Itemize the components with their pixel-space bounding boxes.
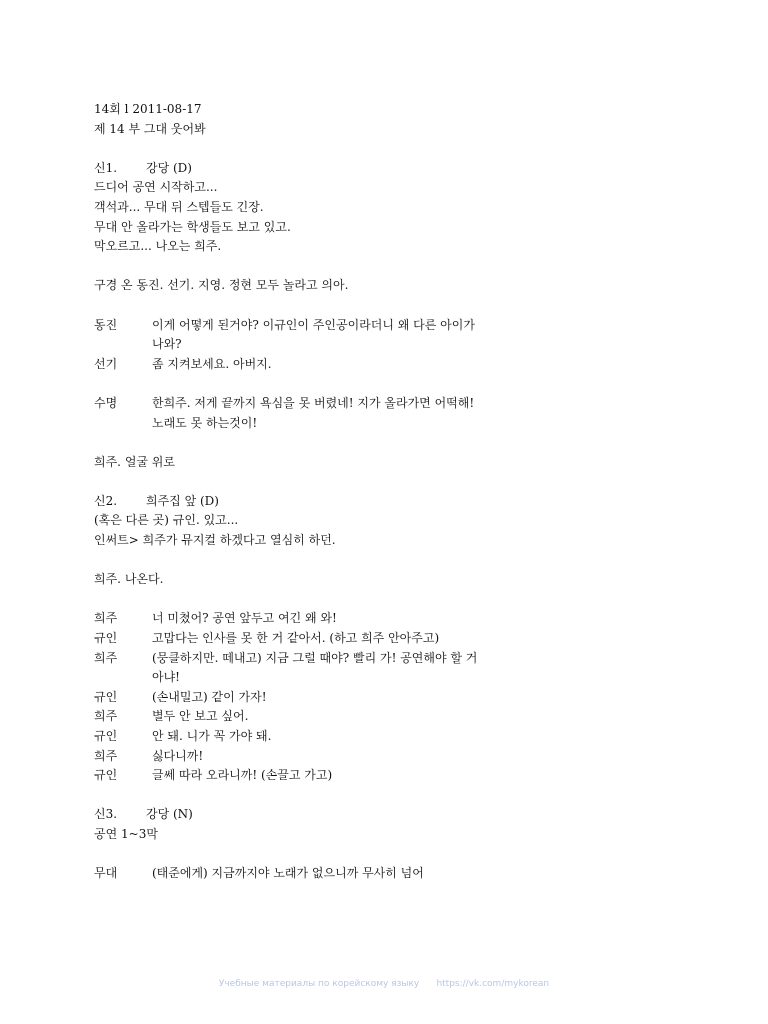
script-content bbox=[94, 100, 484, 884]
stage-direction: 구경 온 동진. 선기. 지영. 정현 모두 놀라고 의아. bbox=[94, 278, 349, 293]
speaker-name: 규인 bbox=[94, 768, 118, 783]
dialog-line bbox=[94, 316, 484, 355]
speaker-name: 규인 bbox=[94, 689, 118, 704]
dialog-line bbox=[94, 864, 484, 884]
dialog-line bbox=[94, 747, 484, 767]
dialog-text: 좀 지켜보세요. 아버지. bbox=[152, 356, 272, 371]
dialog-line bbox=[94, 629, 484, 649]
speaker-name: 선기 bbox=[94, 356, 118, 371]
footer-link[interactable]: https://vk.com/mykorean bbox=[436, 979, 550, 989]
speaker-name: 수명 bbox=[94, 395, 118, 410]
dialog-text: 안 돼. 니가 꼭 가야 돼. bbox=[152, 729, 272, 743]
scene-number: 신2. bbox=[94, 493, 118, 508]
speaker-name: 규인 bbox=[94, 631, 118, 646]
speaker-name: 희주 bbox=[94, 611, 118, 626]
dialog-line bbox=[94, 766, 484, 786]
dialog-line bbox=[94, 707, 484, 727]
watermark-footer bbox=[0, 979, 768, 989]
speaker-name: 무대 bbox=[94, 866, 118, 881]
dialog-line bbox=[94, 727, 484, 747]
scene-number: 신1. bbox=[94, 160, 118, 175]
scene-heading-3 bbox=[94, 805, 484, 825]
stage-direction: 드디어 공연 시작하고... bbox=[94, 180, 218, 195]
dialog-line bbox=[94, 355, 484, 375]
scene-place: 강당 (D) bbox=[146, 160, 192, 175]
speaker-name: 동진 bbox=[94, 317, 118, 332]
stage-direction: 희주. 얼굴 위로 bbox=[94, 454, 175, 469]
scene-heading-1 bbox=[94, 159, 484, 179]
stage-direction: 무대 안 올라가는 학생들도 보고 있고. bbox=[94, 219, 291, 234]
dialog-text: 이게 어떻게 된거야? 이규인이 주인공이라더니 왜 다른 아이가 나와? bbox=[152, 317, 475, 352]
scene-number: 신3. bbox=[94, 807, 118, 822]
dialog-line bbox=[94, 394, 484, 433]
dialog-line bbox=[94, 688, 484, 708]
dialog-line bbox=[94, 609, 484, 629]
dialog-text: 너 미쳤어? 공연 앞두고 여긴 왜 와! bbox=[152, 611, 337, 626]
dialog-text: (태준에게) 지금까지야 노래가 없으니까 무사히 넘어 bbox=[152, 866, 424, 881]
speaker-name: 희주 bbox=[94, 650, 118, 665]
stage-direction: (혹은 다른 곳) 규인. 있고... bbox=[94, 513, 239, 528]
stage-direction: 인써트> 희주가 뮤지컬 하겠다고 열심히 하던. bbox=[94, 533, 336, 548]
speaker-name: 희주 bbox=[94, 709, 118, 724]
dialog-text: (손내밀고) 같이 가자! bbox=[152, 689, 267, 704]
dialog-text: 고맙다는 인사를 못 한 거 같아서. (하고 희주 안아주고) bbox=[152, 631, 440, 646]
dialog-line bbox=[94, 649, 484, 688]
dialog-text: 한희주. 저게 끝까지 욕심을 못 버렸네! 지가 올라가면 어떡해! 노래도 못 하는것이! bbox=[152, 395, 475, 430]
scene-heading-2 bbox=[94, 492, 484, 512]
speaker-name: 규인 bbox=[94, 729, 118, 743]
speaker-name: 희주 bbox=[94, 748, 118, 763]
dialog-text: 싫다니까! bbox=[152, 748, 204, 763]
stage-direction: 희주. 나온다. bbox=[94, 572, 164, 587]
stage-direction: 막오르고... 나오는 희주. bbox=[94, 239, 222, 254]
dialog-text: 글쎄 따라 오라니까! (손끌고 가고) bbox=[152, 768, 333, 783]
stage-direction: 객석과... 무대 뒤 스텝들도 긴장. bbox=[94, 199, 264, 214]
footer-text: Учебные материалы по корейскому языку bbox=[218, 979, 420, 989]
stage-direction: 공연 1~3막 bbox=[94, 826, 158, 841]
episode-date: 14회 l 2011-08-17 bbox=[94, 102, 202, 116]
dialog-text: (뭉클하지만. 떼내고) 지금 그럴 때야? 빨리 가! 공연해야 할 거 아냐! bbox=[152, 650, 478, 685]
dialog-text: 별두 안 보고 싶어. bbox=[152, 709, 249, 724]
scene-place: 강당 (N) bbox=[146, 807, 193, 822]
scene-place: 희주집 앞 (D) bbox=[146, 493, 219, 508]
episode-title: 제 14 부 그대 웃어봐 bbox=[94, 121, 206, 136]
